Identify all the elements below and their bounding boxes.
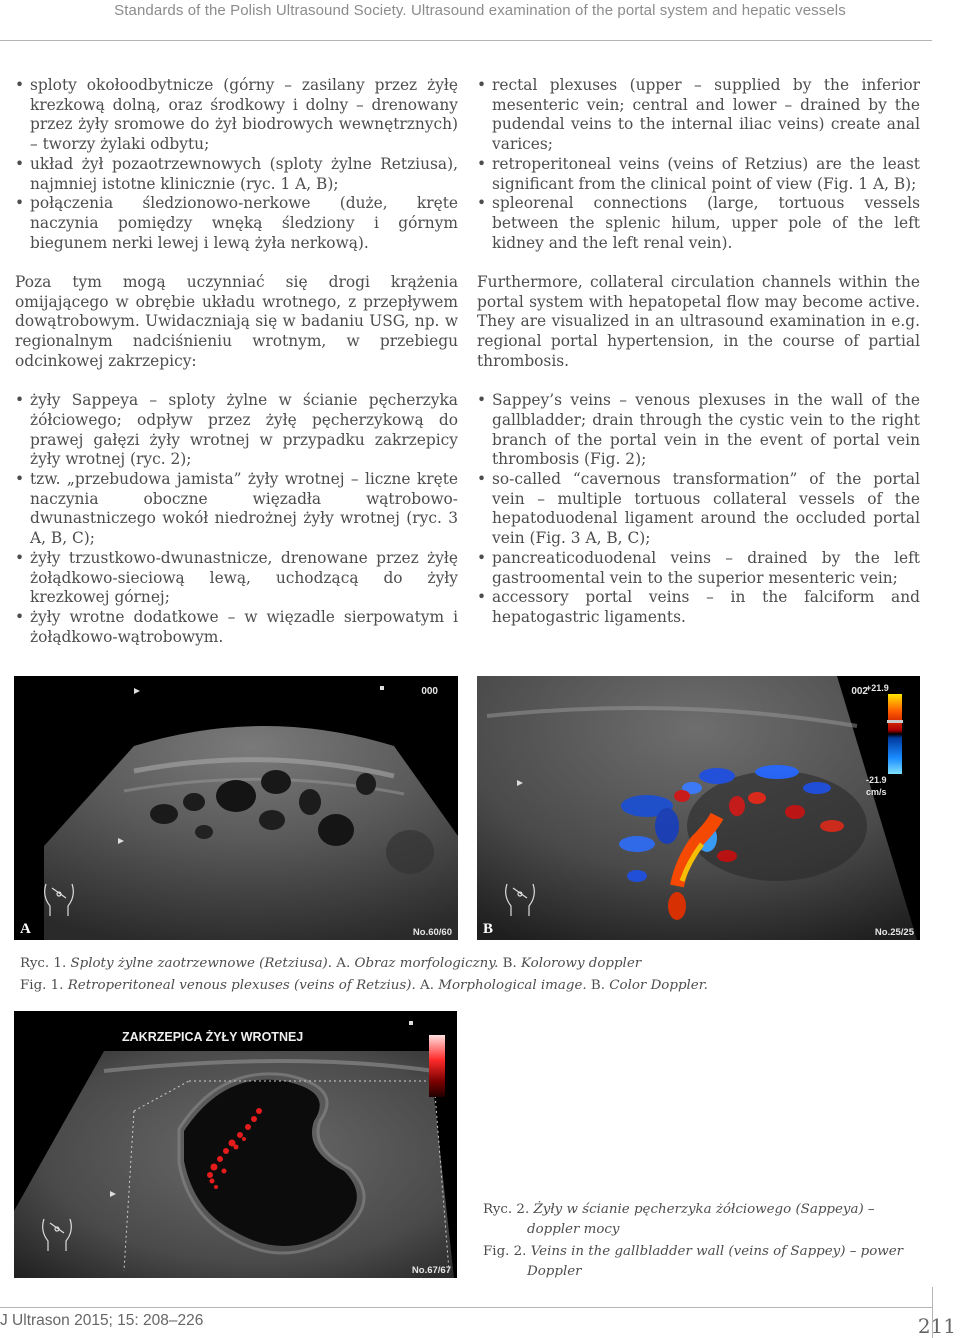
left-list-1	[15, 76, 458, 253]
power-doppler-scan	[14, 1011, 457, 1278]
caption-marker: A.	[336, 956, 351, 971]
list-item: • układ żył pozaotrzewnowych (sploty żylne Retziusa), najmniej istotne klinicznie (ryc. 1 A, B);	[15, 155, 458, 194]
header-divider	[0, 40, 932, 41]
power-doppler-image-2	[14, 1011, 457, 1278]
list-item: • pancreaticoduodenal veins – drained by the left gastroomental vein to the superior mesenteric vein;	[477, 549, 920, 588]
overlay-label: ZAKRZEPICA ŻYŁY WROTNEJ	[122, 1030, 304, 1044]
right-list-1	[477, 76, 920, 253]
caption-marker: B.	[502, 956, 517, 971]
list-item: • żyły wrotne dodatkowe – w więzadle sierpowatym i żołądkowo-wątrobowym.	[15, 608, 458, 647]
list-item: • retroperitoneal veins (veins of Retzius) are the least significant from the clinical point of view (Fig. 1 A, B);	[477, 155, 920, 194]
caption-label: Fig. 1.	[20, 978, 64, 993]
caption-label: Fig. 2.	[483, 1244, 527, 1259]
footer-divider	[0, 1307, 932, 1308]
caption-text: Sploty żylne zaotrzewnowe (Retziusa).	[70, 956, 333, 971]
left-paragraph: Poza tym mogą uczynniać się drogi krążenia omijającego w obrębie układu wrotnego, z przepływem dowątrobowym. Uwidaczniają się w badaniu USG, np. w regionalnym nadciśnieniu wrotnym, w przebiegu odcinkowej zakrzepicy:	[15, 273, 458, 370]
frame-number: No.60/60	[412, 927, 452, 938]
page-number: 211	[917, 1314, 956, 1338]
list-item: • rectal plexuses (upper – supplied by the inferior mesenteric vein; central and lower – drained by the pudendal veins to the internal iliac veins) create anal varices;	[477, 76, 920, 155]
left-column	[15, 76, 458, 647]
caption-marker: B.	[590, 978, 605, 993]
doppler-scan	[477, 676, 920, 940]
right-list-2	[477, 391, 920, 627]
list-item: • żyły trzustkowo-dwunastnicze, drenowane przez żyłę żołądkowo-sieciową lewą, uchodzącą do żyły krezkowej górnej;	[15, 549, 458, 608]
journal-citation: J Ultrason 2015; 15: 208–226	[0, 1312, 204, 1329]
right-paragraph: Furthermore, collateral circulation channels within the portal system with hepatopetal flow may become active. They are visualized in an ultrasound examination in e.g. regional portal hypertension, in the course of partial thrombosis.	[477, 273, 920, 370]
caption-text: Kolorowy doppler	[520, 956, 642, 971]
list-item: • tzw. „przebudowa jamista” żyły wrotnej – liczne kręte naczynia oboczne więzadła wątrobowo-dwunastniczego wokół niedrożnej żyły wrotnej (ryc. 3 A, B, C);	[15, 470, 458, 549]
frame-number: No.25/25	[874, 927, 914, 938]
caption-text: Morphological image.	[438, 978, 587, 993]
caption-text: Retroperitoneal venous plexuses (veins of Retzius).	[67, 978, 416, 993]
velocity-scale-max: +21.9	[866, 683, 889, 693]
caption-english	[483, 1242, 923, 1282]
velocity-scale-unit: cm/s	[866, 787, 887, 797]
caption-text: Obraz morfologiczny.	[354, 956, 499, 971]
list-item: • Sappey’s veins – venous plexuses in the wall of the gallbladder; drain through the cystic vein to the right branch of the portal vein in the event of portal vein thrombosis (Fig. 2);	[477, 391, 920, 470]
list-item: • połączenia śledzionowo-nerkowe (duże, kręte naczynia pomiędzy wnęką śledziony i górnym biegunem nerki lewej i lewą żyła nerkową).	[15, 194, 458, 253]
caption-marker: A.	[420, 978, 434, 993]
list-item: • sploty okołoodbytnicze (górny – zasilany przez żyłę krezkową dolną, oraz środkowy i dolny – drenowany przez żyły sromowe do żył biodrowych wewnętrznych) – tworzy żylaki odbytu;	[15, 76, 458, 155]
indicator-text: 002	[851, 686, 868, 697]
caption-text: Żyły w ścianie pęcherzyka żółciowego (Sappeya) – doppler mocy	[527, 1202, 875, 1237]
figure-1-caption	[20, 954, 720, 996]
running-header: Standards of the Polish Ultrasound Society. Ultrasound examination of the portal system and hepatic vessels	[114, 2, 846, 19]
doppler-image-1b	[477, 676, 920, 940]
ultrasound-image-1a	[14, 676, 458, 940]
caption-text: Color Doppler.	[609, 978, 708, 993]
caption-label: Ryc. 2.	[483, 1202, 530, 1217]
caption-english	[20, 976, 720, 996]
frame-number: No.67/67	[411, 1265, 451, 1276]
left-list-2	[15, 391, 458, 647]
list-item: • so-called “cavernous transformation” of the portal vein – multiple tortuous collateral vessels of the hepatoduodenal ligament around the occluded portal vein (Fig. 3 A, B, C);	[477, 470, 920, 549]
list-item: • żyły Sappeya – sploty żylne w ścianie pęcherzyka żółciowego; odpływ przez żyłę pęcherzykową do prawej gałęzi żyły wrotnej w przypadku zakrzepicy żyły wrotnej (ryc. 2);	[15, 391, 458, 470]
right-column	[477, 76, 920, 628]
panel-label-b: B	[483, 921, 494, 937]
list-item: • spleorenal connections (large, tortuous vessels between the splenic hilum, upper pole of the left kidney and the left renal vein).	[477, 194, 920, 253]
caption-polish	[20, 954, 720, 974]
indicator-text: 000	[421, 686, 438, 697]
caption-text: Veins in the gallbladder wall (veins of Sappey) – power Doppler	[527, 1244, 904, 1279]
ultrasound-scan	[14, 676, 458, 940]
panel-label-a: A	[20, 921, 31, 937]
list-item: • accessory portal veins – in the falciform and hepatogastric ligaments.	[477, 588, 920, 627]
caption-polish	[483, 1200, 923, 1240]
velocity-scale-min: -21.9	[866, 775, 887, 785]
figure-2-caption	[483, 1200, 923, 1282]
caption-label: Ryc. 1.	[20, 956, 67, 971]
